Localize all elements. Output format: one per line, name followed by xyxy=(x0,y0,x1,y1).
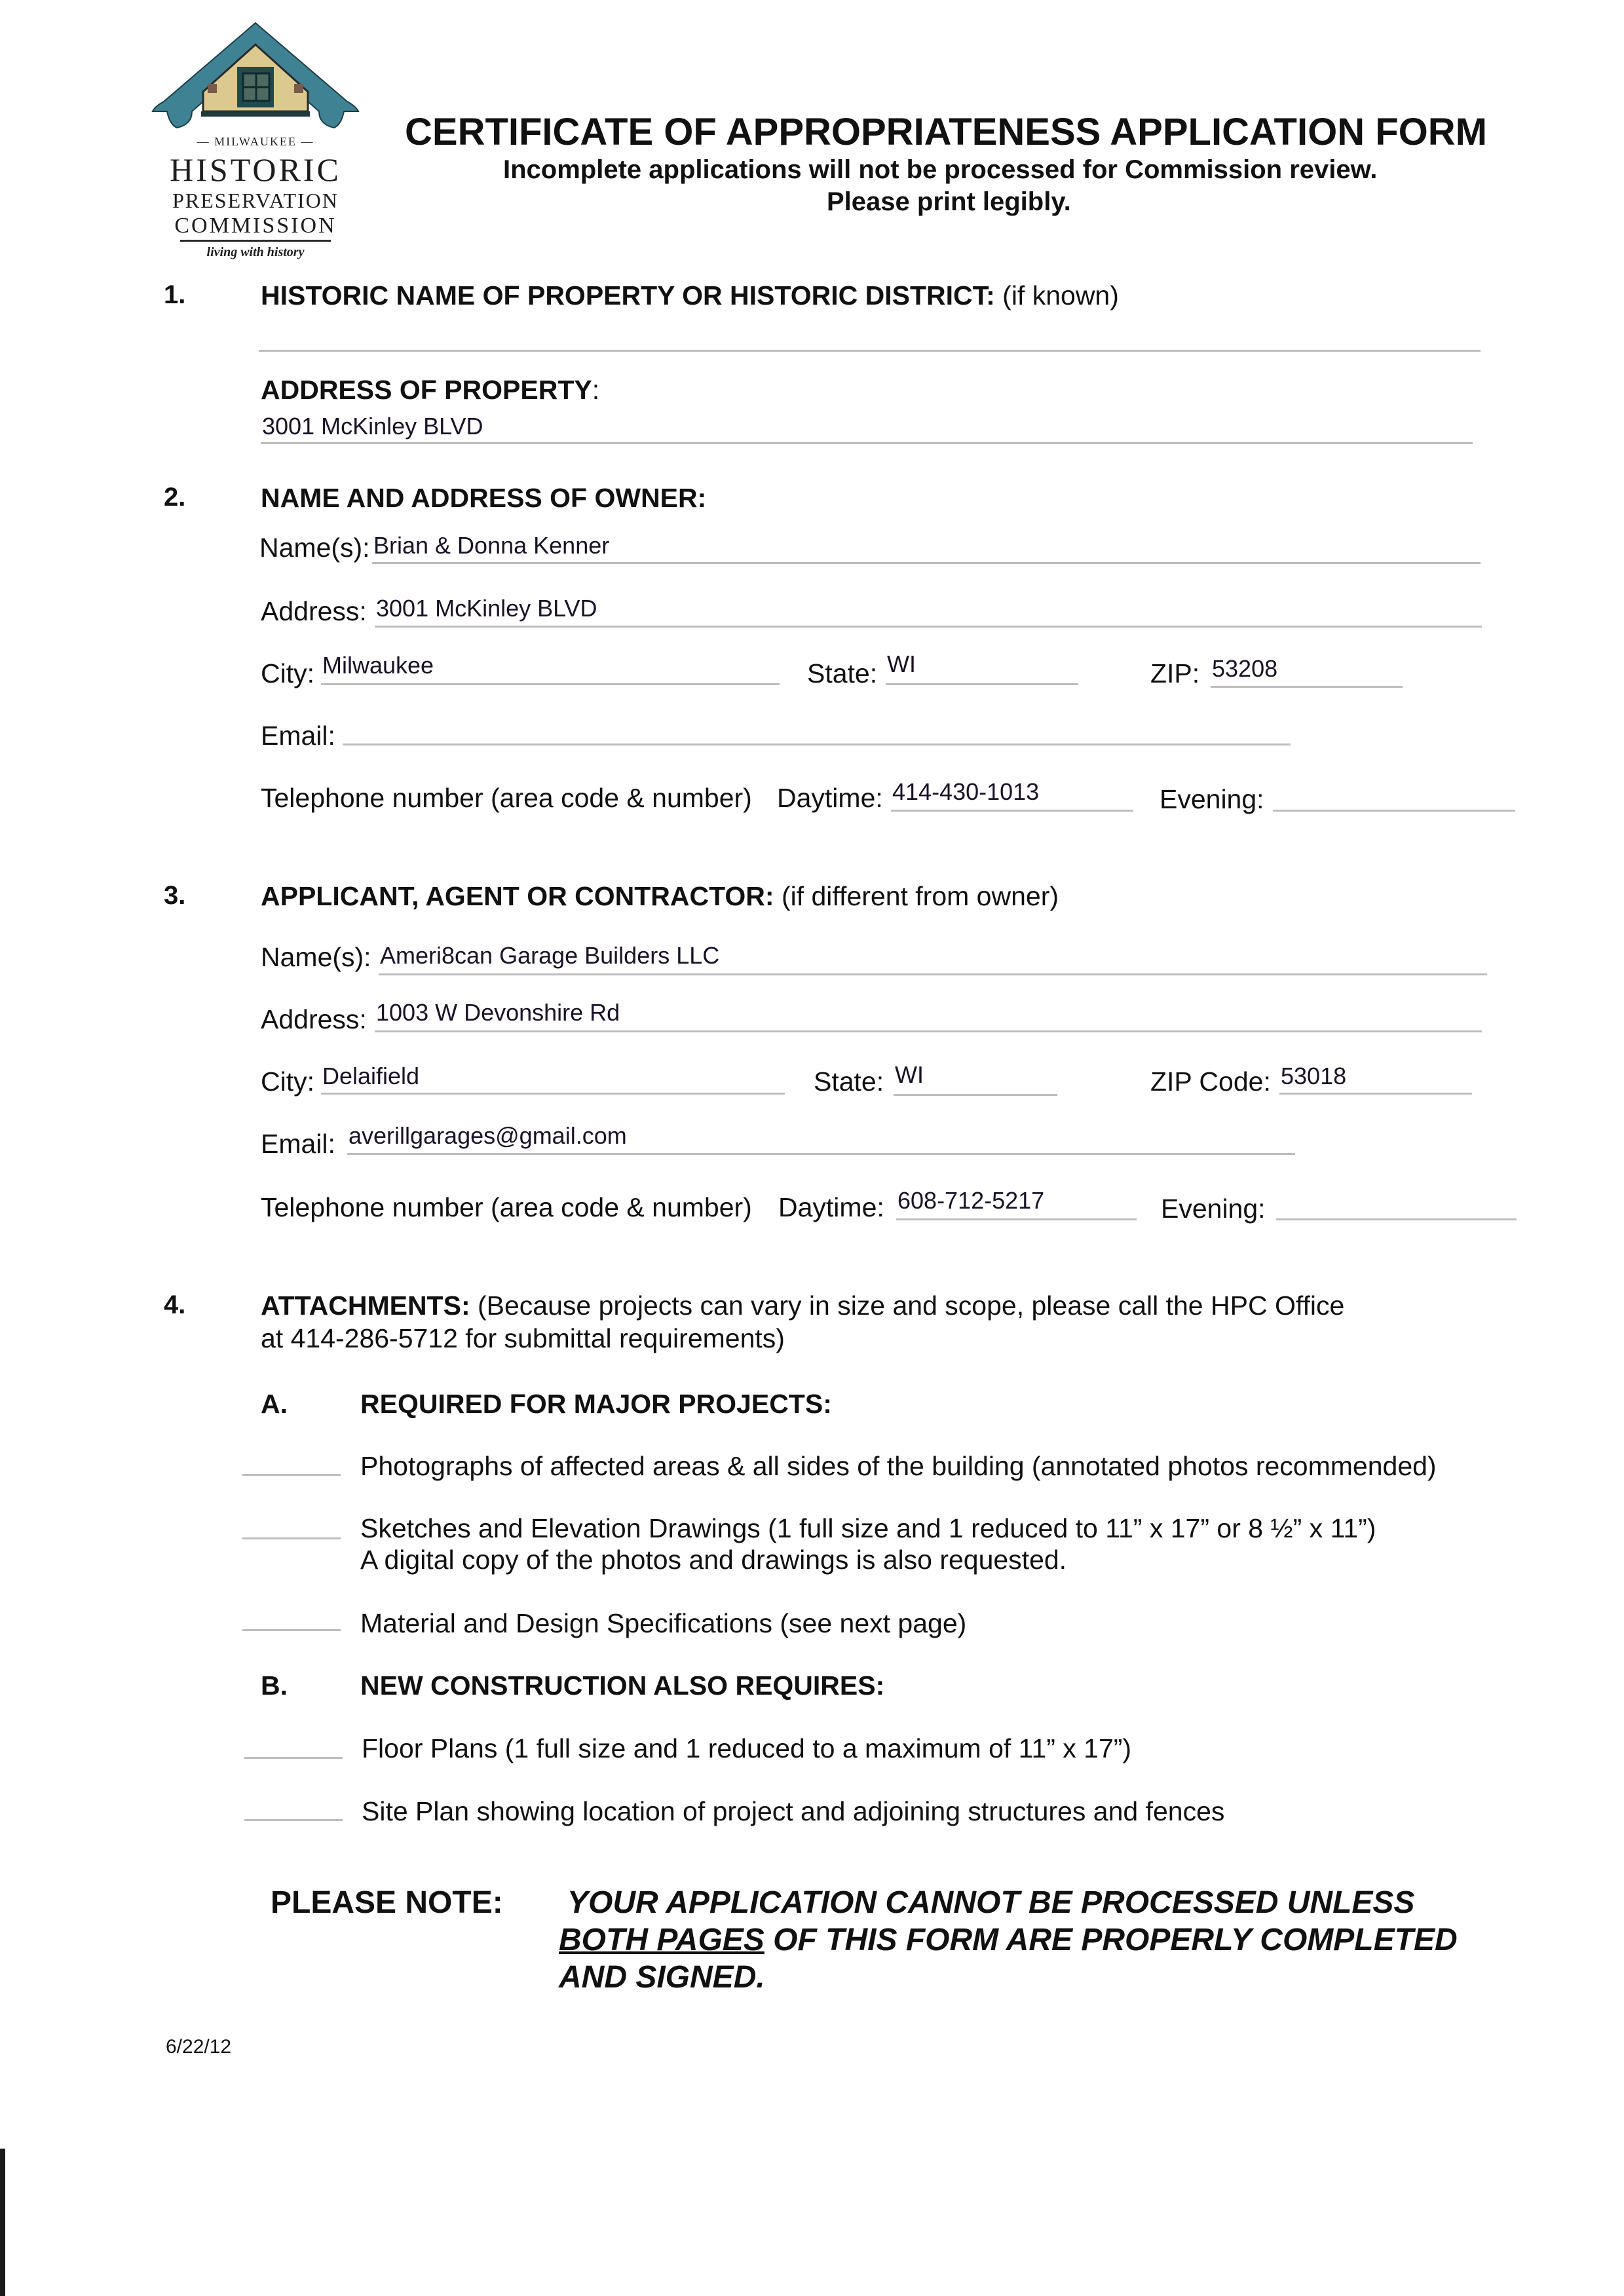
logo-city: MILWAUKEE xyxy=(214,135,297,148)
section-1-heading xyxy=(261,280,1119,311)
owner-state-field[interactable]: WI xyxy=(887,650,916,677)
applicant-city-label: City: xyxy=(261,1066,314,1097)
owner-email-label: Email: xyxy=(261,721,335,751)
logo-line2: PRESERVATION xyxy=(172,189,339,212)
both-pages-emphasis: BOTH PAGES xyxy=(559,1923,765,1957)
applicant-zip-label: ZIP Code: xyxy=(1150,1066,1271,1097)
subsection-a-letter: A. xyxy=(261,1389,288,1419)
section-4-note-line1: (Because projects can vary in size and scope, please call the HPC Office xyxy=(478,1290,1345,1321)
section-2-number: 2. xyxy=(164,483,186,512)
attachment-sublabel: A digital copy of the photos and drawings is also requested. xyxy=(360,1545,1067,1575)
applicant-evening-label: Evening: xyxy=(1161,1194,1266,1224)
applicant-name-field[interactable]: Ameri8can Garage Builders LLC xyxy=(380,942,720,969)
attachment-checkline[interactable] xyxy=(242,1474,341,1476)
applicant-address-field[interactable]: 1003 W Devonshire Rd xyxy=(376,999,620,1026)
attachment-checkline[interactable] xyxy=(244,1757,343,1759)
applicant-evening-underline xyxy=(1276,1218,1517,1220)
please-note-line2 xyxy=(559,1922,1458,1958)
applicant-evening-field[interactable] xyxy=(1277,1191,1517,1218)
logo-tagline: living with history xyxy=(206,245,305,259)
applicant-daytime-field[interactable]: 608-712-5217 xyxy=(897,1187,1045,1214)
section-3-heading xyxy=(261,881,1059,912)
section-1-number: 1. xyxy=(164,280,186,309)
applicant-daytime-underline xyxy=(896,1218,1137,1220)
applicant-email-label: Email: xyxy=(261,1129,335,1159)
please-note-line1: YOUR APPLICATION CANNOT BE PROCESSED UNLESS xyxy=(567,1885,1415,1920)
hpc-logo xyxy=(147,20,364,262)
section-3-heading-text: APPLICANT, AGENT OR CONTRACTOR: xyxy=(261,881,774,911)
owner-name-label: Name(s): xyxy=(259,533,370,563)
section-4-heading xyxy=(261,1290,1344,1321)
subsection-b-letter: B. xyxy=(261,1670,288,1701)
applicant-state-underline xyxy=(894,1094,1057,1096)
attachment-checkline[interactable] xyxy=(244,1819,343,1821)
owner-address-underline xyxy=(375,626,1482,628)
applicant-address-underline xyxy=(375,1030,1482,1032)
attachment-checkline[interactable] xyxy=(242,1537,341,1539)
applicant-address-label: Address: xyxy=(261,1004,367,1034)
owner-city-label: City: xyxy=(261,658,314,688)
form-subtitle-1: Incomplete applications will not be processed for Commission review. xyxy=(503,155,1378,184)
attachment-label: Floor Plans (1 full size and 1 reduced to a maximum of 11” x 17”) xyxy=(362,1733,1132,1763)
owner-city-underline xyxy=(321,683,780,685)
house-roof-icon xyxy=(147,20,364,131)
owner-address-field[interactable]: 3001 McKinley BLVD xyxy=(376,595,597,622)
applicant-email-field[interactable]: averillgarages@gmail.com xyxy=(349,1122,627,1149)
please-note-label: PLEASE NOTE: xyxy=(271,1885,503,1920)
applicant-zip-field[interactable]: 53018 xyxy=(1281,1063,1347,1089)
revision-date: 6/22/12 xyxy=(166,2036,232,2058)
owner-daytime-label: Daytime: xyxy=(777,783,883,813)
owner-state-underline xyxy=(886,683,1078,685)
logo-rule-left: — xyxy=(197,135,210,148)
logo-line3: COMMISSION xyxy=(174,214,337,238)
applicant-zip-underline xyxy=(1279,1093,1472,1095)
owner-evening-field[interactable] xyxy=(1274,783,1517,810)
section-1-heading-text: HISTORIC NAME OF PROPERTY OR HISTORIC DISTRICT: xyxy=(261,280,995,311)
owner-email-field[interactable] xyxy=(344,717,1287,745)
property-address-field[interactable]: 3001 McKinley BLVD xyxy=(262,413,483,440)
applicant-name-underline xyxy=(379,973,1487,975)
owner-zip-label: ZIP: xyxy=(1150,658,1200,688)
applicant-name-label: Name(s): xyxy=(261,942,371,972)
owner-phone-label: Telephone number (area code & number) xyxy=(261,783,752,813)
historic-name-field[interactable] xyxy=(262,314,1481,347)
owner-daytime-field[interactable]: 414-430-1013 xyxy=(892,778,1040,805)
applicant-phone-label: Telephone number (area code & number) xyxy=(261,1192,752,1222)
applicant-daytime-label: Daytime: xyxy=(778,1192,884,1222)
logo-rule-right: — xyxy=(301,135,314,148)
owner-name-underline xyxy=(372,562,1481,564)
owner-address-label: Address: xyxy=(261,596,367,626)
section-1-heading-note: (if known) xyxy=(1002,280,1119,311)
owner-evening-label: Evening: xyxy=(1160,784,1264,814)
attachment-label: Photographs of affected areas & all sides of the building (annotated photos recommended) xyxy=(360,1451,1437,1481)
applicant-state-label: State: xyxy=(814,1066,884,1097)
logo-line1: HISTORIC xyxy=(170,151,341,188)
section-3-number: 3. xyxy=(164,881,186,910)
attachment-label: Sketches and Elevation Drawings (1 full size and 1 reduced to 11” x 17” or 8 ½” x 11”) xyxy=(360,1513,1376,1543)
owner-email-underline xyxy=(343,743,1291,745)
section-3-heading-note: (if different from owner) xyxy=(781,881,1059,911)
attachment-label: Site Plan showing location of project and adjoining structures and fences xyxy=(362,1796,1225,1826)
historic-name-underline xyxy=(259,350,1481,352)
attachment-label: Material and Design Specifications (see next page) xyxy=(360,1608,967,1638)
logo-divider xyxy=(180,240,331,242)
applicant-city-underline xyxy=(321,1093,785,1095)
property-address-label xyxy=(261,375,599,405)
attachment-checkline[interactable] xyxy=(242,1629,341,1631)
owner-daytime-underline xyxy=(891,810,1133,812)
form-title: CERTIFICATE OF APPROPRIATENESS APPLICATION FORM xyxy=(405,111,1487,153)
owner-evening-underline xyxy=(1273,810,1515,812)
property-address-underline xyxy=(261,442,1473,444)
applicant-state-field[interactable]: WI xyxy=(895,1061,924,1088)
section-4-number: 4. xyxy=(164,1290,186,1319)
owner-zip-field[interactable]: 53208 xyxy=(1212,655,1278,682)
owner-name-field[interactable]: Brian & Donna Kenner xyxy=(373,532,610,559)
property-address-label-text: ADDRESS OF PROPERTY xyxy=(261,375,592,405)
owner-city-field[interactable]: Milwaukee xyxy=(322,652,434,679)
owner-zip-underline xyxy=(1211,686,1403,688)
section-2-heading: NAME AND ADDRESS OF OWNER: xyxy=(261,483,707,513)
section-4-heading-text: ATTACHMENTS: xyxy=(261,1290,470,1321)
subsection-b-heading: NEW CONSTRUCTION ALSO REQUIRES: xyxy=(360,1670,885,1701)
please-note-line3: AND SIGNED. xyxy=(559,1960,765,1995)
property-address-label-colon: : xyxy=(592,375,600,405)
applicant-email-underline xyxy=(347,1153,1295,1155)
scan-edge-shadow xyxy=(0,2149,5,2296)
applicant-city-field[interactable]: Delaifield xyxy=(322,1063,420,1089)
owner-state-label: State: xyxy=(807,658,878,688)
subsection-a-heading: REQUIRED FOR MAJOR PROJECTS: xyxy=(360,1389,832,1419)
please-note-line2-rest: OF THIS FORM ARE PROPERLY COMPLETED xyxy=(764,1923,1458,1957)
section-4-note-line2: at 414-286-5712 for submittal requirements) xyxy=(261,1323,785,1353)
form-subtitle-2: Please print legibly. xyxy=(827,187,1071,216)
